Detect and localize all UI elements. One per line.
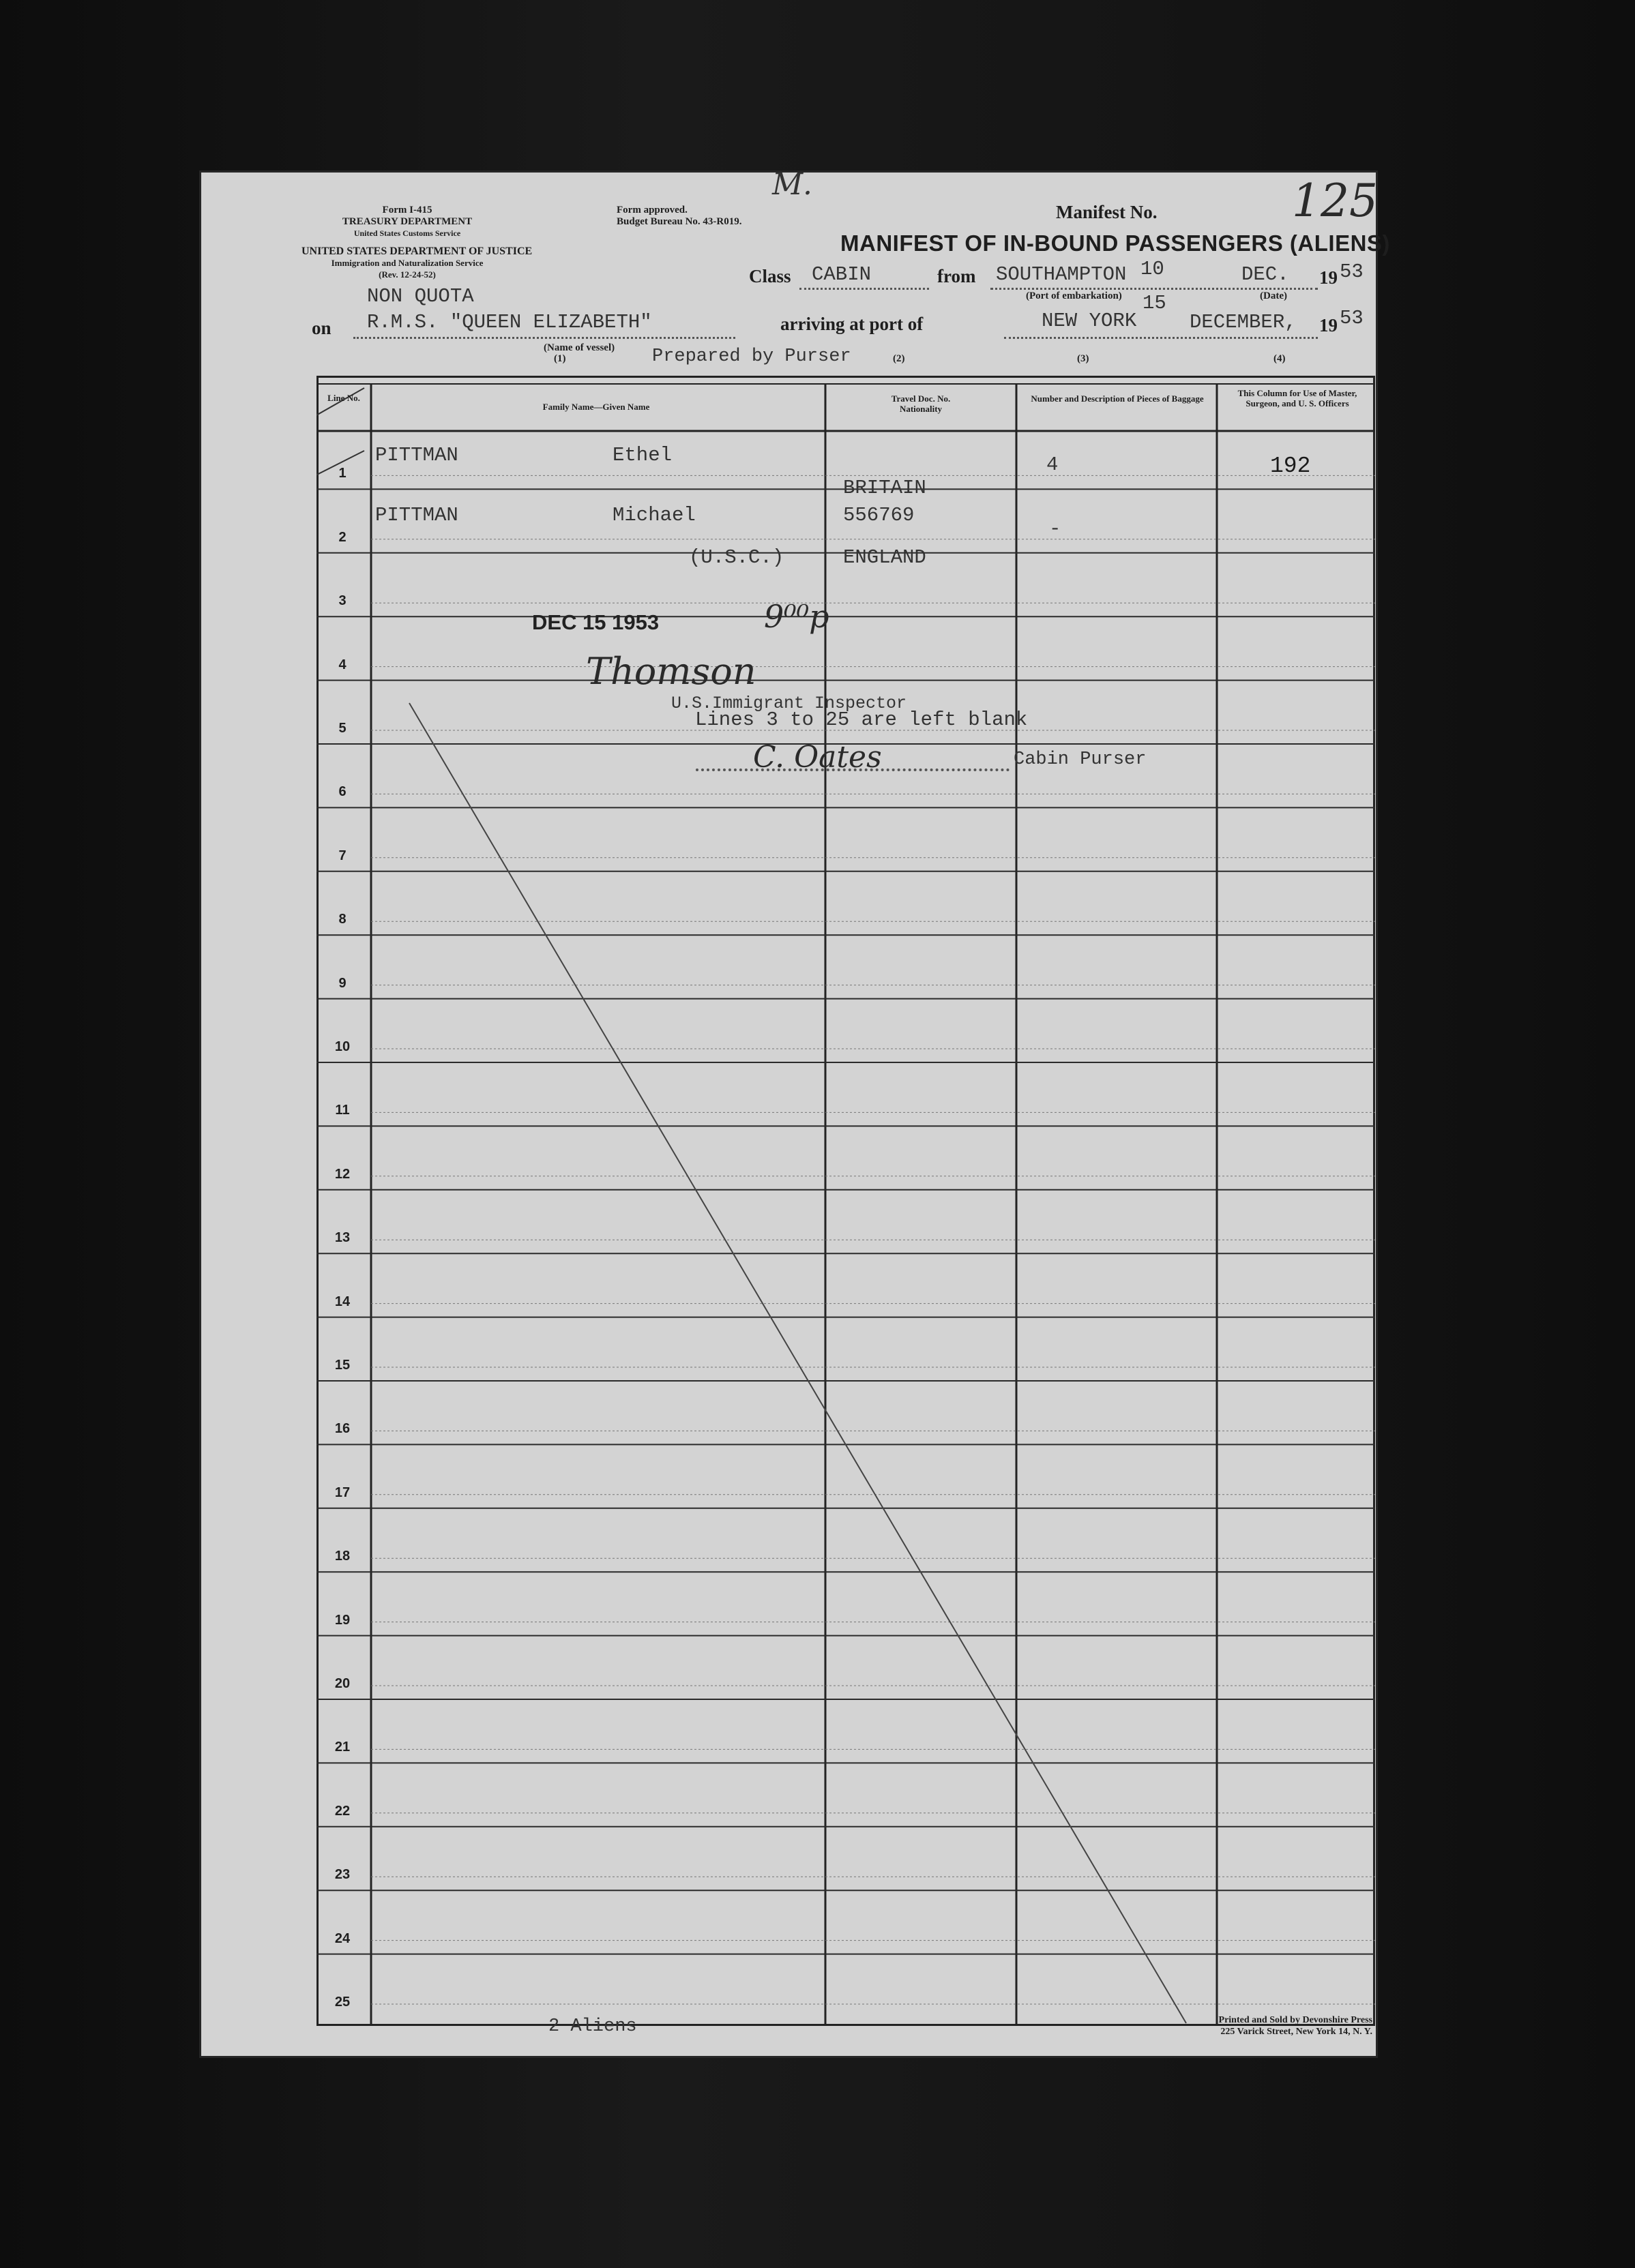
printer-address: 225 Varick Street, New York 14, N. Y. <box>1220 2027 1372 2037</box>
line-number: 21 <box>334 1740 351 1755</box>
page-title: MANIFEST OF IN-BOUND PASSENGERS (ALIENS) <box>840 230 1390 256</box>
from-label: from <box>937 266 976 286</box>
aliens-count: 2 Aliens <box>548 2016 637 2037</box>
line-number: 12 <box>334 1166 351 1182</box>
embarkation-date: DEC. <box>1241 263 1289 286</box>
doj-name: UNITED STATES DEPARTMENT OF JUSTICE <box>301 245 533 257</box>
line-number: 23 <box>334 1867 351 1883</box>
col-mark-1: (1) <box>554 353 566 364</box>
on-label: on <box>312 318 332 338</box>
col-header-line-no: Line No. <box>327 393 360 403</box>
line-number: 24 <box>334 1930 351 1946</box>
arriving-label: arriving at port of <box>780 314 924 334</box>
row1-baggage: 4 <box>1046 453 1059 476</box>
row2-given-note: (U.S.C.) <box>689 546 784 569</box>
col-header-name: Family Name—Given Name <box>542 402 650 412</box>
embarkation-day: 10 <box>1140 258 1164 280</box>
approval-block <box>617 205 780 228</box>
line-number: 20 <box>334 1676 351 1691</box>
purser-label: Cabin Purser <box>1014 749 1147 770</box>
row1-officer-number: 192 <box>1270 453 1311 479</box>
col-header-officers: This Column for Use of Master, Surgeon, and U. S. Officers <box>1237 388 1357 408</box>
line-number: 6 <box>338 784 347 800</box>
line-number: 17 <box>334 1484 351 1500</box>
line-number: 8 <box>338 912 347 927</box>
line-number: 7 <box>338 848 347 863</box>
line-number: 1 <box>338 466 347 481</box>
purser-signature: C. Oates <box>753 740 882 775</box>
inspector-label: U.S.Immigrant Inspector <box>671 693 907 713</box>
line-number: 2 <box>338 529 347 545</box>
form-id-block <box>339 205 475 239</box>
col-header-travel-doc: Travel Doc. No. Nationality <box>891 393 951 414</box>
arrival-day: 15 <box>1143 292 1166 314</box>
table-grid <box>316 376 1375 2026</box>
class-label: Class <box>749 266 791 286</box>
line-number: 14 <box>334 1294 351 1309</box>
department-name: TREASURY DEPARTMENT <box>342 216 473 227</box>
row2-nationality: ENGLAND <box>843 546 926 569</box>
budget-bureau-text: Budget Bureau No. 43-R019. <box>617 216 742 227</box>
printer-name: Printed and Sold by Devonshire Press <box>1218 2015 1372 2025</box>
col-mark-2: (2) <box>893 353 905 364</box>
cancel-diagonal-line <box>409 703 1186 2023</box>
line-number: 13 <box>334 1230 351 1246</box>
line-number: 10 <box>334 1039 351 1054</box>
line-number: 15 <box>334 1358 351 1373</box>
ins-name: Immigration and Naturalization Service <box>331 258 484 268</box>
service-name: United States Customs Service <box>353 228 461 238</box>
arrival-year-prefix: 19 <box>1319 315 1338 335</box>
inspection-date-stamp: DEC 15 1953 <box>532 610 660 634</box>
row2-doc: 556769 <box>843 504 915 526</box>
revision-date: (Rev. 12-24-52) <box>379 269 436 280</box>
line-number: 22 <box>334 1803 351 1819</box>
arrival-dotline <box>1004 337 1318 339</box>
form-number: Form I-415 <box>382 205 432 215</box>
vessel-caption: (Name of vessel) <box>544 342 615 353</box>
arrival-port: NEW YORK <box>1042 310 1137 332</box>
arrival-date: DECEMBER, <box>1190 311 1297 333</box>
class-dotline <box>799 288 929 290</box>
date-caption: (Date) <box>1260 290 1287 301</box>
inspector-signature: Thomson <box>586 650 756 693</box>
row1-doc: BRITAIN <box>843 477 926 499</box>
passenger-table <box>316 376 1375 2026</box>
manifest-no-label: Manifest No. <box>1056 202 1158 222</box>
col-mark-4: (4) <box>1273 353 1286 364</box>
port-caption: (Port of embarkation) <box>1026 290 1122 301</box>
line-number: 18 <box>334 1549 351 1564</box>
embarkation-year-prefix: 19 <box>1319 267 1338 288</box>
row1-given-name: Ethel <box>613 444 673 466</box>
approval-text: Form approved. <box>617 205 688 215</box>
line-number: 25 <box>334 1995 351 2010</box>
doj-block <box>301 245 533 280</box>
col-header-baggage: Number and Description of Pieces of Baggage <box>1031 393 1204 404</box>
line-number: 16 <box>334 1421 351 1437</box>
line-number: 4 <box>338 657 347 672</box>
line-number: 5 <box>338 721 347 736</box>
prepared-by: Prepared by Purser <box>652 346 851 367</box>
col-mark-3: (3) <box>1077 353 1089 364</box>
line-number: 9 <box>338 975 347 991</box>
quota-status: NON QUOTA <box>367 285 474 308</box>
vessel-dotline <box>353 337 735 339</box>
top-mark: M. <box>772 167 813 202</box>
printer-imprint <box>1134 2014 1372 2038</box>
row2-given-name: Michael <box>613 504 696 526</box>
manifest-number: 125 <box>1292 175 1378 227</box>
arrival-year: 53 <box>1340 307 1364 329</box>
embarkation-year: 53 <box>1340 260 1364 283</box>
vessel-name: R.M.S. "QUEEN ELIZABETH" <box>367 311 652 333</box>
row2-baggage: - <box>1049 518 1061 540</box>
from-dotline <box>990 288 1318 290</box>
manifest-form <box>199 167 1390 2058</box>
row2-family-name: PITTMAN <box>375 504 458 526</box>
handwritten-time: 9⁰⁰p <box>764 598 829 635</box>
embarkation-port: SOUTHAMPTON <box>996 263 1127 286</box>
line-number: 19 <box>334 1612 351 1628</box>
line-number: 11 <box>335 1103 350 1118</box>
line-number: 3 <box>338 593 347 609</box>
row1-family-name: PITTMAN <box>375 444 458 466</box>
blank-lines-note: Lines 3 to 25 are left blank <box>695 708 1028 731</box>
class-value: CABIN <box>812 263 872 286</box>
